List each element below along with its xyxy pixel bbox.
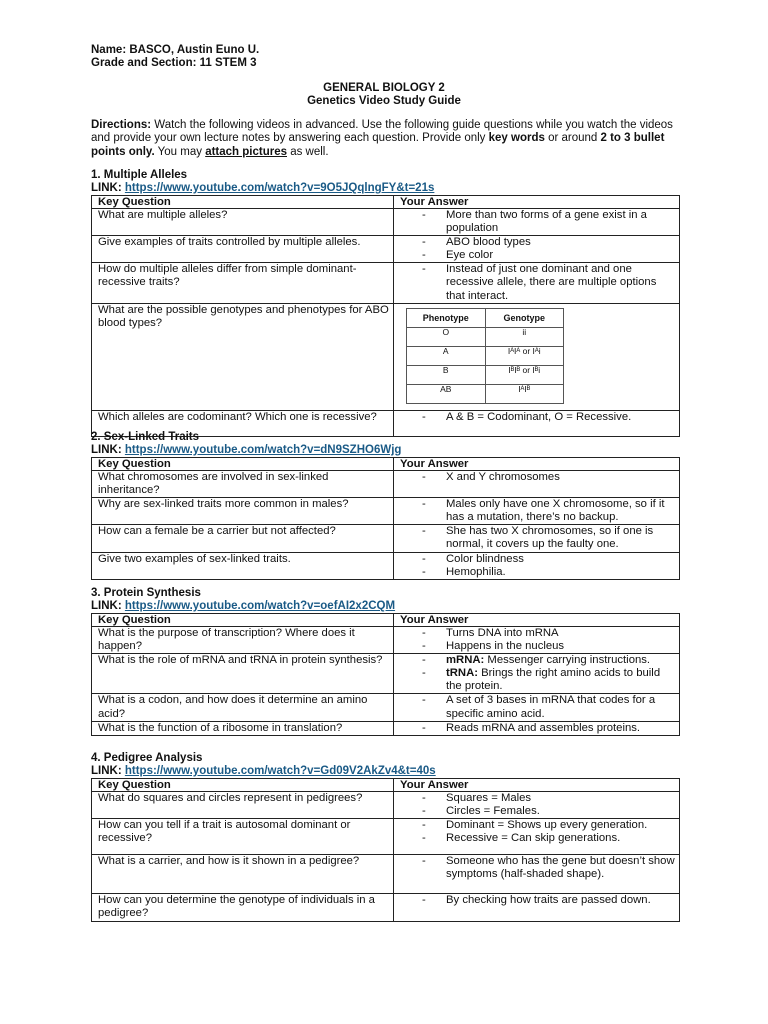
link-line [91,600,681,613]
qa-table [91,613,680,736]
answer-cell [394,525,680,552]
answer-text: Brings the right amino acids to build the protein. [446,667,661,693]
answer-bullet: - More than two forms of a gene exist in a population [400,209,675,235]
answer-bullet: - Hemophilia. [400,566,675,579]
directions-label: Directions: [91,119,152,131]
abo-blood-type-table [406,308,564,404]
section-protein-synthesis [91,587,681,736]
answer-cell [394,894,680,922]
answer-bullet: - A set of 3 bases in mRNA that codes for a specific amino acid. [400,694,675,720]
section-title: 3. Protein Synthesis [91,587,201,599]
answer-text: Messenger carrying instructions. [484,654,651,667]
answer-bullet: - Instead of just one dominant and one recessive allele, there are multiple options that interact. [400,263,675,302]
link-line [91,444,681,457]
answer-cell [394,792,680,819]
video-link[interactable]: https://www.youtube.com/watch?v=oefAI2x2CQM [124,600,396,612]
answer-cell [394,694,680,721]
section-title: 1. Multiple Alleles [91,169,188,181]
doc-title: GENERAL BIOLOGY 2 [323,82,445,94]
directions-paragraph [91,119,681,159]
link-line [91,765,681,778]
question-cell: What chromosomes are involved in sex-linked inheritance? [92,471,394,498]
question-cell: What is a carrier, and how is it shown in a pedigree? [92,855,394,894]
link-label: LINK: [91,444,122,456]
abo-header-genotype: Genotype [485,308,564,327]
directions-text-4: as well. [287,145,329,158]
answer-cell [394,303,680,410]
section-title: 4. Pedigree Analysis [91,752,203,764]
doc-subtitle: Genetics Video Study Guide [307,95,461,107]
directions-text-3: You may [154,145,206,158]
abo-phenotype: B [407,365,486,384]
answer-cell [394,471,680,498]
header-your-answer: Your Answer [394,614,680,627]
qa-table [91,778,680,922]
question-cell: What do squares and circles represent in pedigrees? [92,792,394,819]
answer-bullet: - Males only have one X chromosome, so if it has a mutation, there’s no backup. [400,498,675,524]
answer-bullet: - Reads mRNA and assembles proteins. [400,722,675,735]
answer-bullet: - Recessive = Can skip generations. [400,832,675,845]
answer-cell [394,552,680,579]
answer-bullet: - A & B = Codominant, O = Recessive. [400,411,675,424]
answer-cell [394,209,680,236]
answer-cell [394,819,680,855]
directions-text-1: Watch the following videos in advanced. Use the following guide questions while you watch the videos and provide your own lecture notes by answering each question. Provide only [91,119,673,145]
answer-bullet: - Dominant = Shows up every generation. [400,819,675,832]
question-cell: How can a female be a carrier but not affected? [92,525,394,552]
link-line [91,182,681,195]
section-pedigree-analysis [91,752,681,922]
answer-cell [394,855,680,894]
question-cell: How can you tell if a trait is autosomal dominant or recessive? [92,819,394,855]
answer-bullet: - Circles = Females. [400,805,675,818]
grade-section: Grade and Section: 11 STEM 3 [91,57,257,69]
section-title: 2. Sex-Linked Traits [91,431,200,443]
directions-keywords: key words [488,132,545,145]
section-sex-linked-traits [91,431,681,580]
question-cell: Give examples of traits controlled by multiple alleles. [92,236,394,263]
qa-table [91,195,680,437]
directions-text-2: or around [544,132,601,145]
answer-cell [394,654,680,694]
question-cell: What are multiple alleles? [92,209,394,236]
answer-term-trna: tRNA: [446,667,478,680]
video-link[interactable]: https://www.youtube.com/watch?v=Gd09V2AkZv4&t=40s [124,765,436,777]
header-key-question: Key Question [92,779,394,792]
answer-cell [394,236,680,263]
question-cell: How do multiple alleles differ from simple dominant-recessive traits? [92,263,394,303]
directions-bullets: 2 to 3 bullet points only. [91,132,665,158]
header-your-answer: Your Answer [394,458,680,471]
link-label: LINK: [91,182,122,194]
abo-genotype: IᴬIᴮ [485,384,564,403]
question-cell: Which alleles are codominant? Which one is recessive? [92,410,394,436]
question-cell: What is the role of mRNA and tRNA in protein synthesis? [92,654,394,694]
question-cell: What is the purpose of transcription? Where does it happen? [92,627,394,654]
header-key-question: Key Question [92,614,394,627]
abo-genotype: IᴬIᴬ or Iᴬi [485,346,564,365]
answer-bullet: - Eye color [400,249,675,262]
answer-bullet: - She has two X chromosomes, so if one is normal, it covers up the faulty one. [400,525,675,551]
question-cell: How can you determine the genotype of individuals in a pedigree? [92,894,394,922]
link-label: LINK: [91,600,122,612]
answer-cell [394,721,680,735]
answer-bullet: - Squares = Males [400,792,675,805]
abo-phenotype: O [407,327,486,346]
answer-cell [394,627,680,654]
student-name: Name: BASCO, Austin Euno U. [91,44,260,56]
header-your-answer: Your Answer [394,779,680,792]
answer-bullet [400,654,675,667]
answer-bullet: - Color blindness [400,553,675,566]
question-cell: What is a codon, and how does it determine an amino acid? [92,694,394,721]
answer-bullet [400,667,675,693]
answer-bullet: - ABO blood types [400,236,675,249]
section-multiple-alleles [91,169,681,437]
answer-cell [394,498,680,525]
directions-attach: attach pictures [205,145,287,158]
answer-bullet: - Happens in the nucleus [400,640,675,653]
answer-term-mrna: mRNA: [446,654,485,667]
question-cell: What is the function of a ribosome in translation? [92,721,394,735]
qa-table [91,457,680,580]
header-your-answer: Your Answer [394,196,680,209]
abo-genotype: IᴮIᴮ or Iᴮi [485,365,564,384]
link-label: LINK: [91,765,122,777]
answer-bullet: - By checking how traits are passed down. [400,894,675,907]
abo-phenotype: AB [407,384,486,403]
abo-genotype: ii [485,327,564,346]
abo-header-phenotype: Phenotype [407,308,486,327]
answer-bullet: - Turns DNA into mRNA [400,627,675,640]
answer-bullet: - X and Y chromosomes [400,471,675,484]
header-key-question: Key Question [92,196,394,209]
answer-cell [394,263,680,303]
question-cell: Why are sex-linked traits more common in males? [92,498,394,525]
question-cell: Give two examples of sex-linked traits. [92,552,394,579]
question-cell: What are the possible genotypes and phenotypes for ABO blood types? [92,303,394,410]
video-link[interactable]: https://www.youtube.com/watch?v=9O5JQqlngFY&t=21s [124,182,435,194]
header-key-question: Key Question [92,458,394,471]
video-link[interactable]: https://www.youtube.com/watch?v=dN9SZHO6Wjg [124,444,402,456]
answer-bullet: - Someone who has the gene but doesn’t show symptoms (half-shaded shape). [400,855,675,881]
abo-phenotype: A [407,346,486,365]
